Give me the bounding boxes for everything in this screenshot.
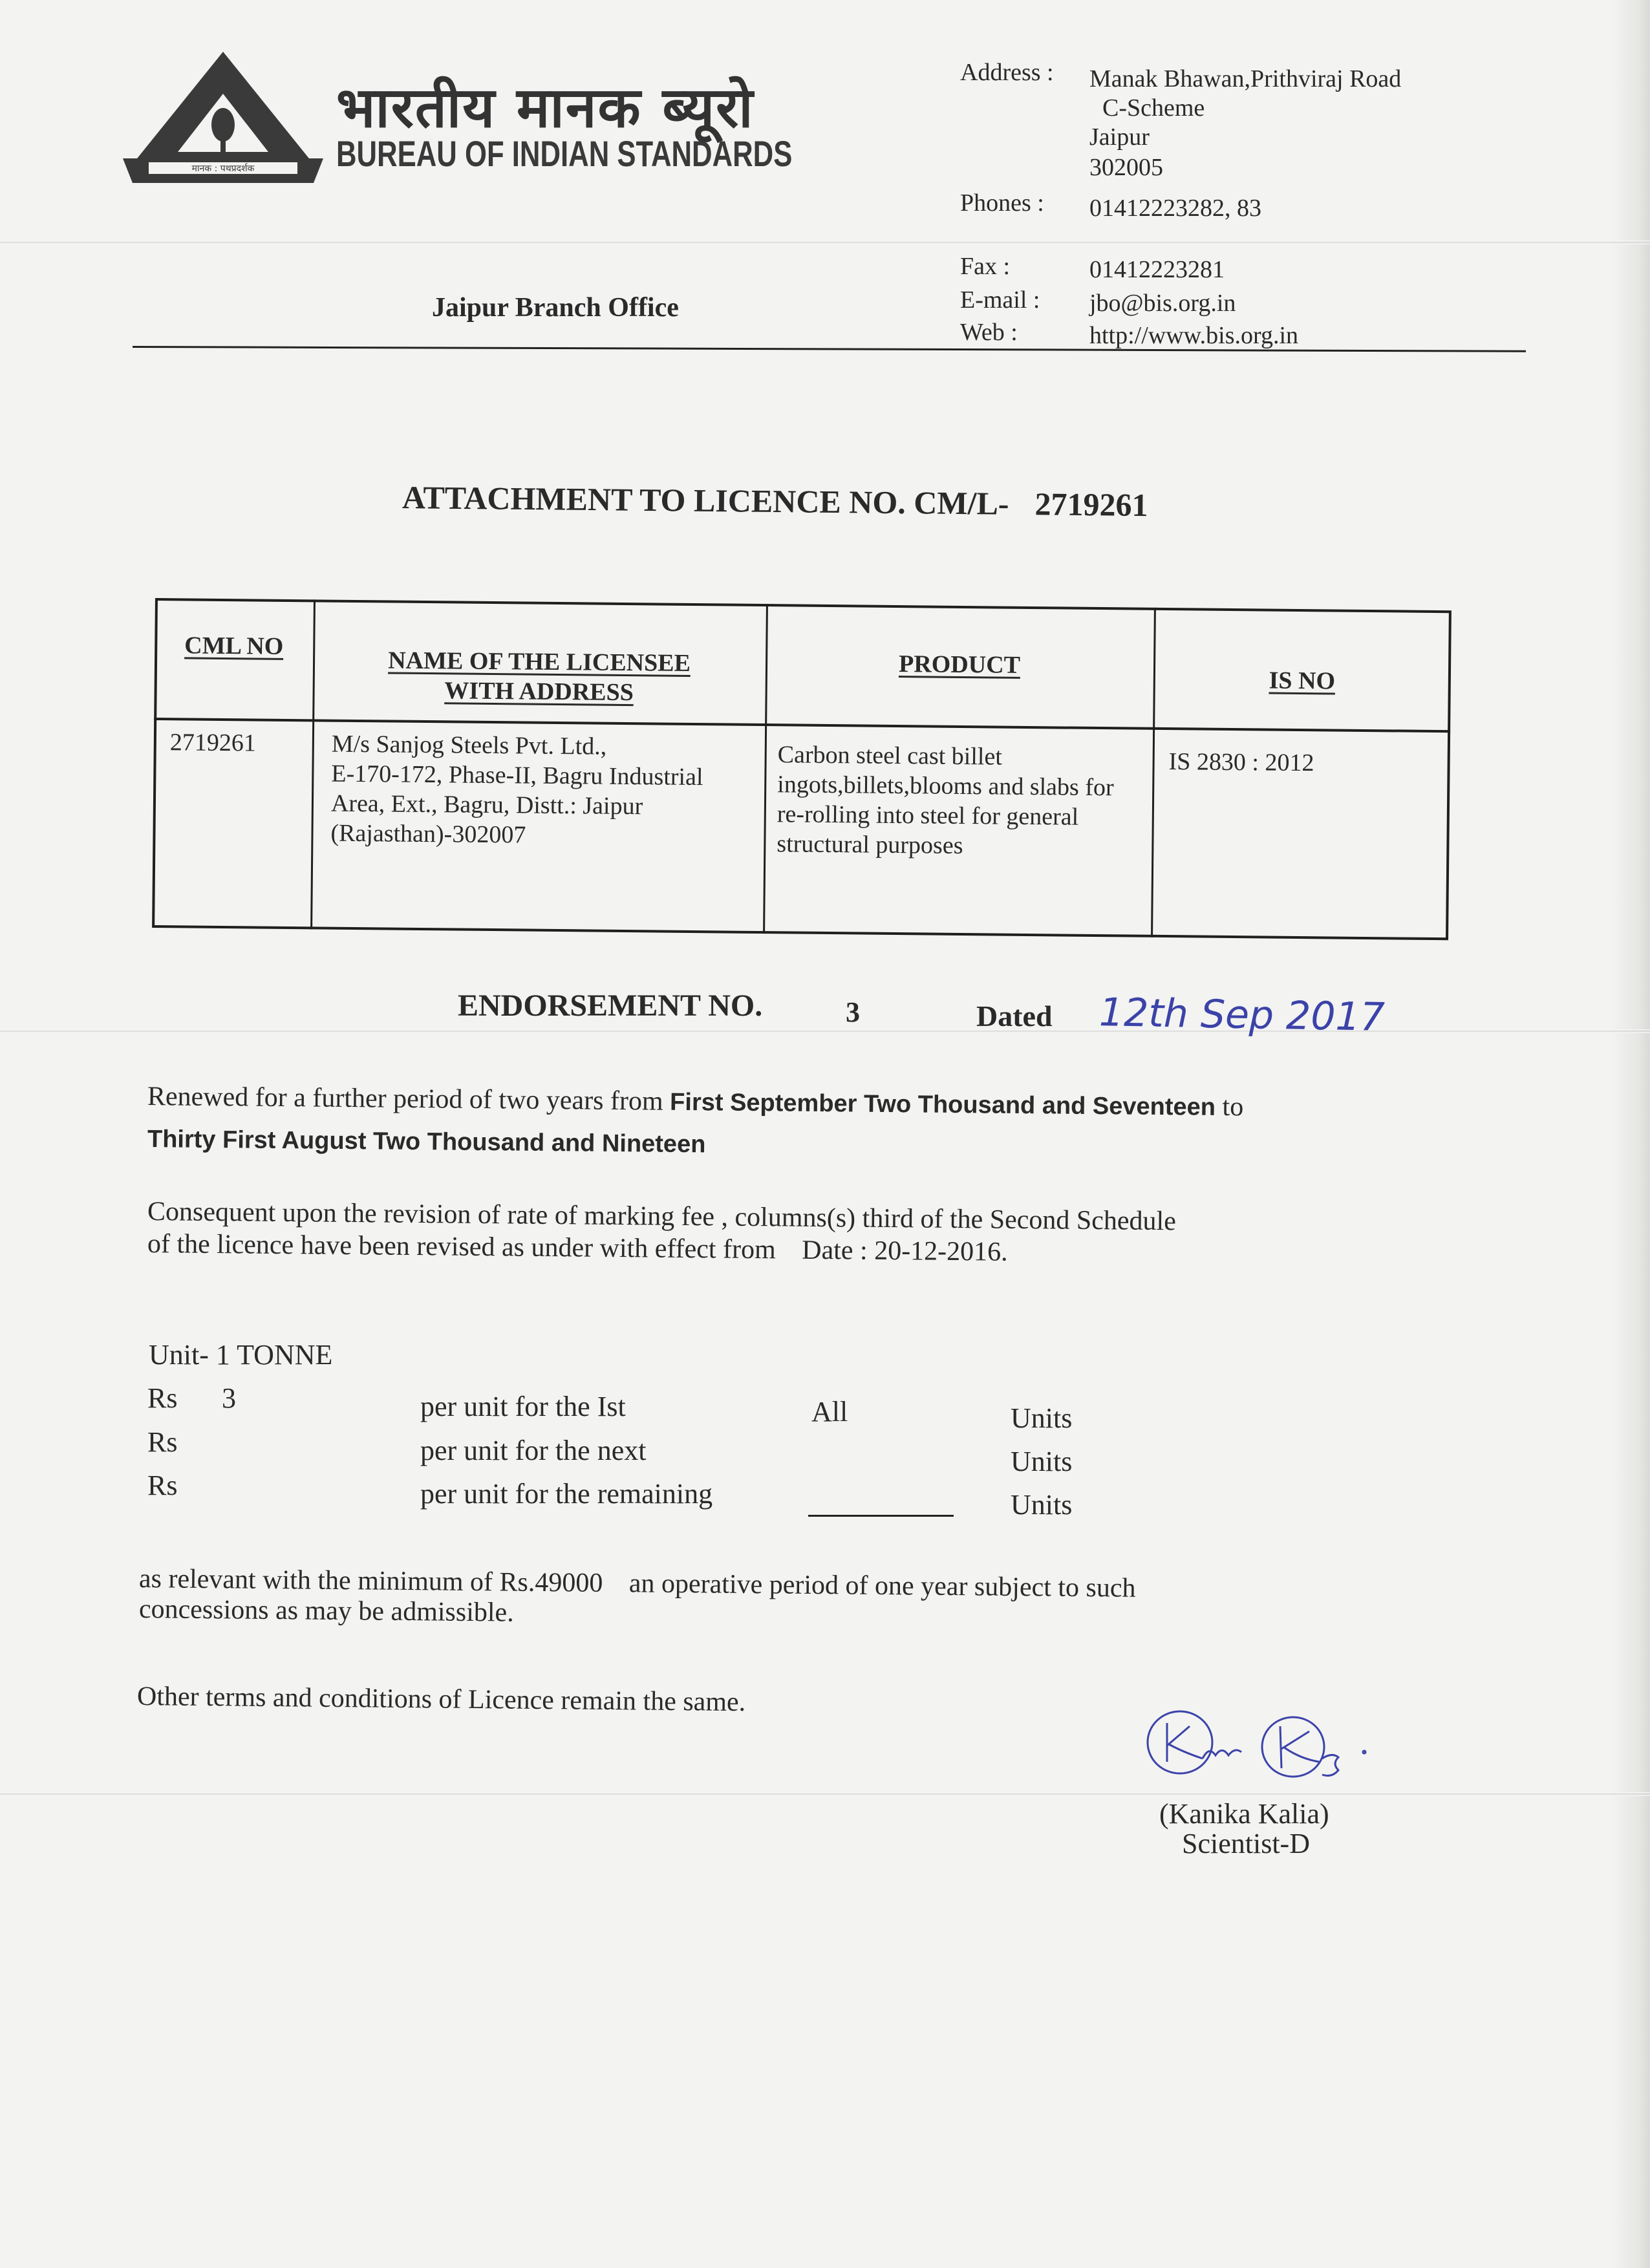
- cell-is-no: IS 2830 : 2012: [1168, 748, 1314, 777]
- fax-label: Fax :: [960, 253, 1011, 280]
- org-name-english: BUREAU OF INDIAN STANDARDS: [336, 133, 793, 174]
- column-header-licensee: NAME OF THE LICENSEE WITH ADDRESS: [388, 647, 691, 707]
- product-line: structural purposes: [777, 830, 963, 860]
- fold-line: [0, 1792, 1650, 1796]
- bis-logo-icon: [123, 48, 323, 187]
- signatory-designation: Scientist-D: [1182, 1828, 1310, 1859]
- fold-line: [0, 241, 1650, 244]
- phones-value: 01412223282, 83: [1089, 195, 1261, 222]
- web-label: Web :: [960, 319, 1018, 346]
- revision-line-2: [147, 1228, 1008, 1268]
- unit-label: Unit- 1 TONNE: [149, 1339, 333, 1371]
- org-name-hindi: भारतीय मानक ब्यूरो: [336, 76, 755, 140]
- product-line: ingots,billets,blooms and slabs for: [777, 771, 1114, 802]
- fee-description: per unit for the remaining: [420, 1478, 713, 1510]
- fax-value: 01412223281: [1089, 256, 1225, 283]
- page-edge: [1611, 0, 1650, 2268]
- web-value[interactable]: http://www.bis.org.in: [1089, 322, 1299, 349]
- column-header-is-no: IS NO: [1269, 667, 1336, 695]
- header-divider: [133, 346, 1526, 352]
- cell-cml-no: 2719261: [169, 729, 257, 757]
- endorsement-number: 3: [846, 996, 860, 1028]
- fee-units: Units: [1011, 1489, 1073, 1521]
- fee-units: Units: [1011, 1446, 1073, 1477]
- renewal-prefix: Renewed for a further period of two years from: [147, 1082, 663, 1117]
- address-label: Address :: [960, 59, 1054, 86]
- renewal-to-word: to: [1222, 1091, 1244, 1122]
- fee-quantity: All: [811, 1396, 848, 1428]
- branch-office: Jaipur Branch Office: [432, 293, 679, 323]
- fee-units: Units: [1011, 1402, 1073, 1434]
- closing-statement: Other terms and conditions of Licence remain the same.: [136, 1682, 746, 1718]
- endorsement-label: ENDORSEMENT NO.: [458, 989, 763, 1023]
- licensee-line: M/s Sanjog Steels Pvt. Ltd.,: [331, 730, 607, 760]
- renewal-to: Thirty First August Two Thousand and Nineteen: [147, 1126, 706, 1159]
- minimum-fee: as relevant with the minimum of Rs.49000: [138, 1564, 603, 1598]
- revision-text: of the licence have been revised as under with effect from: [147, 1229, 776, 1265]
- address-line: Manak Bhawan,Prithviraj Road: [1089, 65, 1402, 92]
- licence-number: 2719261: [1034, 486, 1148, 524]
- licensee-line: E-170-172, Phase-II, Bagru Industrial: [331, 760, 703, 791]
- svg-text:मानक : पथप्रदर्शक: मानक : पथप्रदर्शक: [191, 164, 255, 174]
- email-label: E-mail :: [960, 286, 1040, 314]
- quantity-blank-line: [808, 1515, 954, 1517]
- product-line: Carbon steel cast billet: [777, 741, 1003, 771]
- revision-line-1: Consequent upon the revision of rate of marking fee , columns(s) third of the Second Schedule: [147, 1197, 1177, 1237]
- fee-currency: Rs: [147, 1470, 178, 1501]
- licensee-line: Area, Ext., Bagru, Distt.: Jaipur: [330, 789, 643, 820]
- renewal-from: First September Two Thousand and Seventeen: [669, 1088, 1216, 1121]
- renewal-line-1: [147, 1081, 1244, 1123]
- address-line: Jaipur: [1089, 123, 1150, 151]
- minimum-line-2: concessions as may be admissible.: [138, 1594, 514, 1628]
- signature-icon: [1144, 1707, 1416, 1791]
- column-header-cml-no: CML NO: [184, 632, 284, 660]
- operative-period: an operative period of one year subject to such: [628, 1568, 1136, 1603]
- fee-currency: Rs: [147, 1382, 178, 1414]
- fold-line: [0, 1029, 1650, 1033]
- email-value[interactable]: jbo@bis.org.in: [1089, 290, 1236, 317]
- licence-table: [152, 598, 1452, 940]
- fee-currency: Rs: [147, 1426, 178, 1458]
- product-line: re-rolling into steel for general: [777, 800, 1079, 831]
- fee-description: per unit for the Ist: [420, 1391, 626, 1422]
- phones-label: Phones :: [960, 189, 1044, 217]
- title-text: ATTACHMENT TO LICENCE NO. CM/L-: [402, 479, 1009, 522]
- licensee-line: (Rajasthan)-302007: [330, 819, 526, 849]
- fee-description: per unit for the next: [420, 1435, 647, 1466]
- address-line: C-Scheme: [1102, 94, 1205, 122]
- address-line: 302005: [1089, 154, 1163, 181]
- cell-licensee: [330, 729, 703, 852]
- document-title: [402, 478, 1148, 524]
- signatory-name: (Kanika Kalia): [1159, 1798, 1329, 1830]
- fee-amount: 3: [222, 1382, 236, 1414]
- effective-date: Date : 20-12-2016.: [802, 1235, 1008, 1267]
- column-header-product: PRODUCT: [898, 650, 1021, 679]
- cell-product: [777, 740, 1114, 862]
- handwritten-date: 12th Sep 2017: [1098, 990, 1386, 1040]
- dated-label: Dated: [976, 1000, 1053, 1032]
